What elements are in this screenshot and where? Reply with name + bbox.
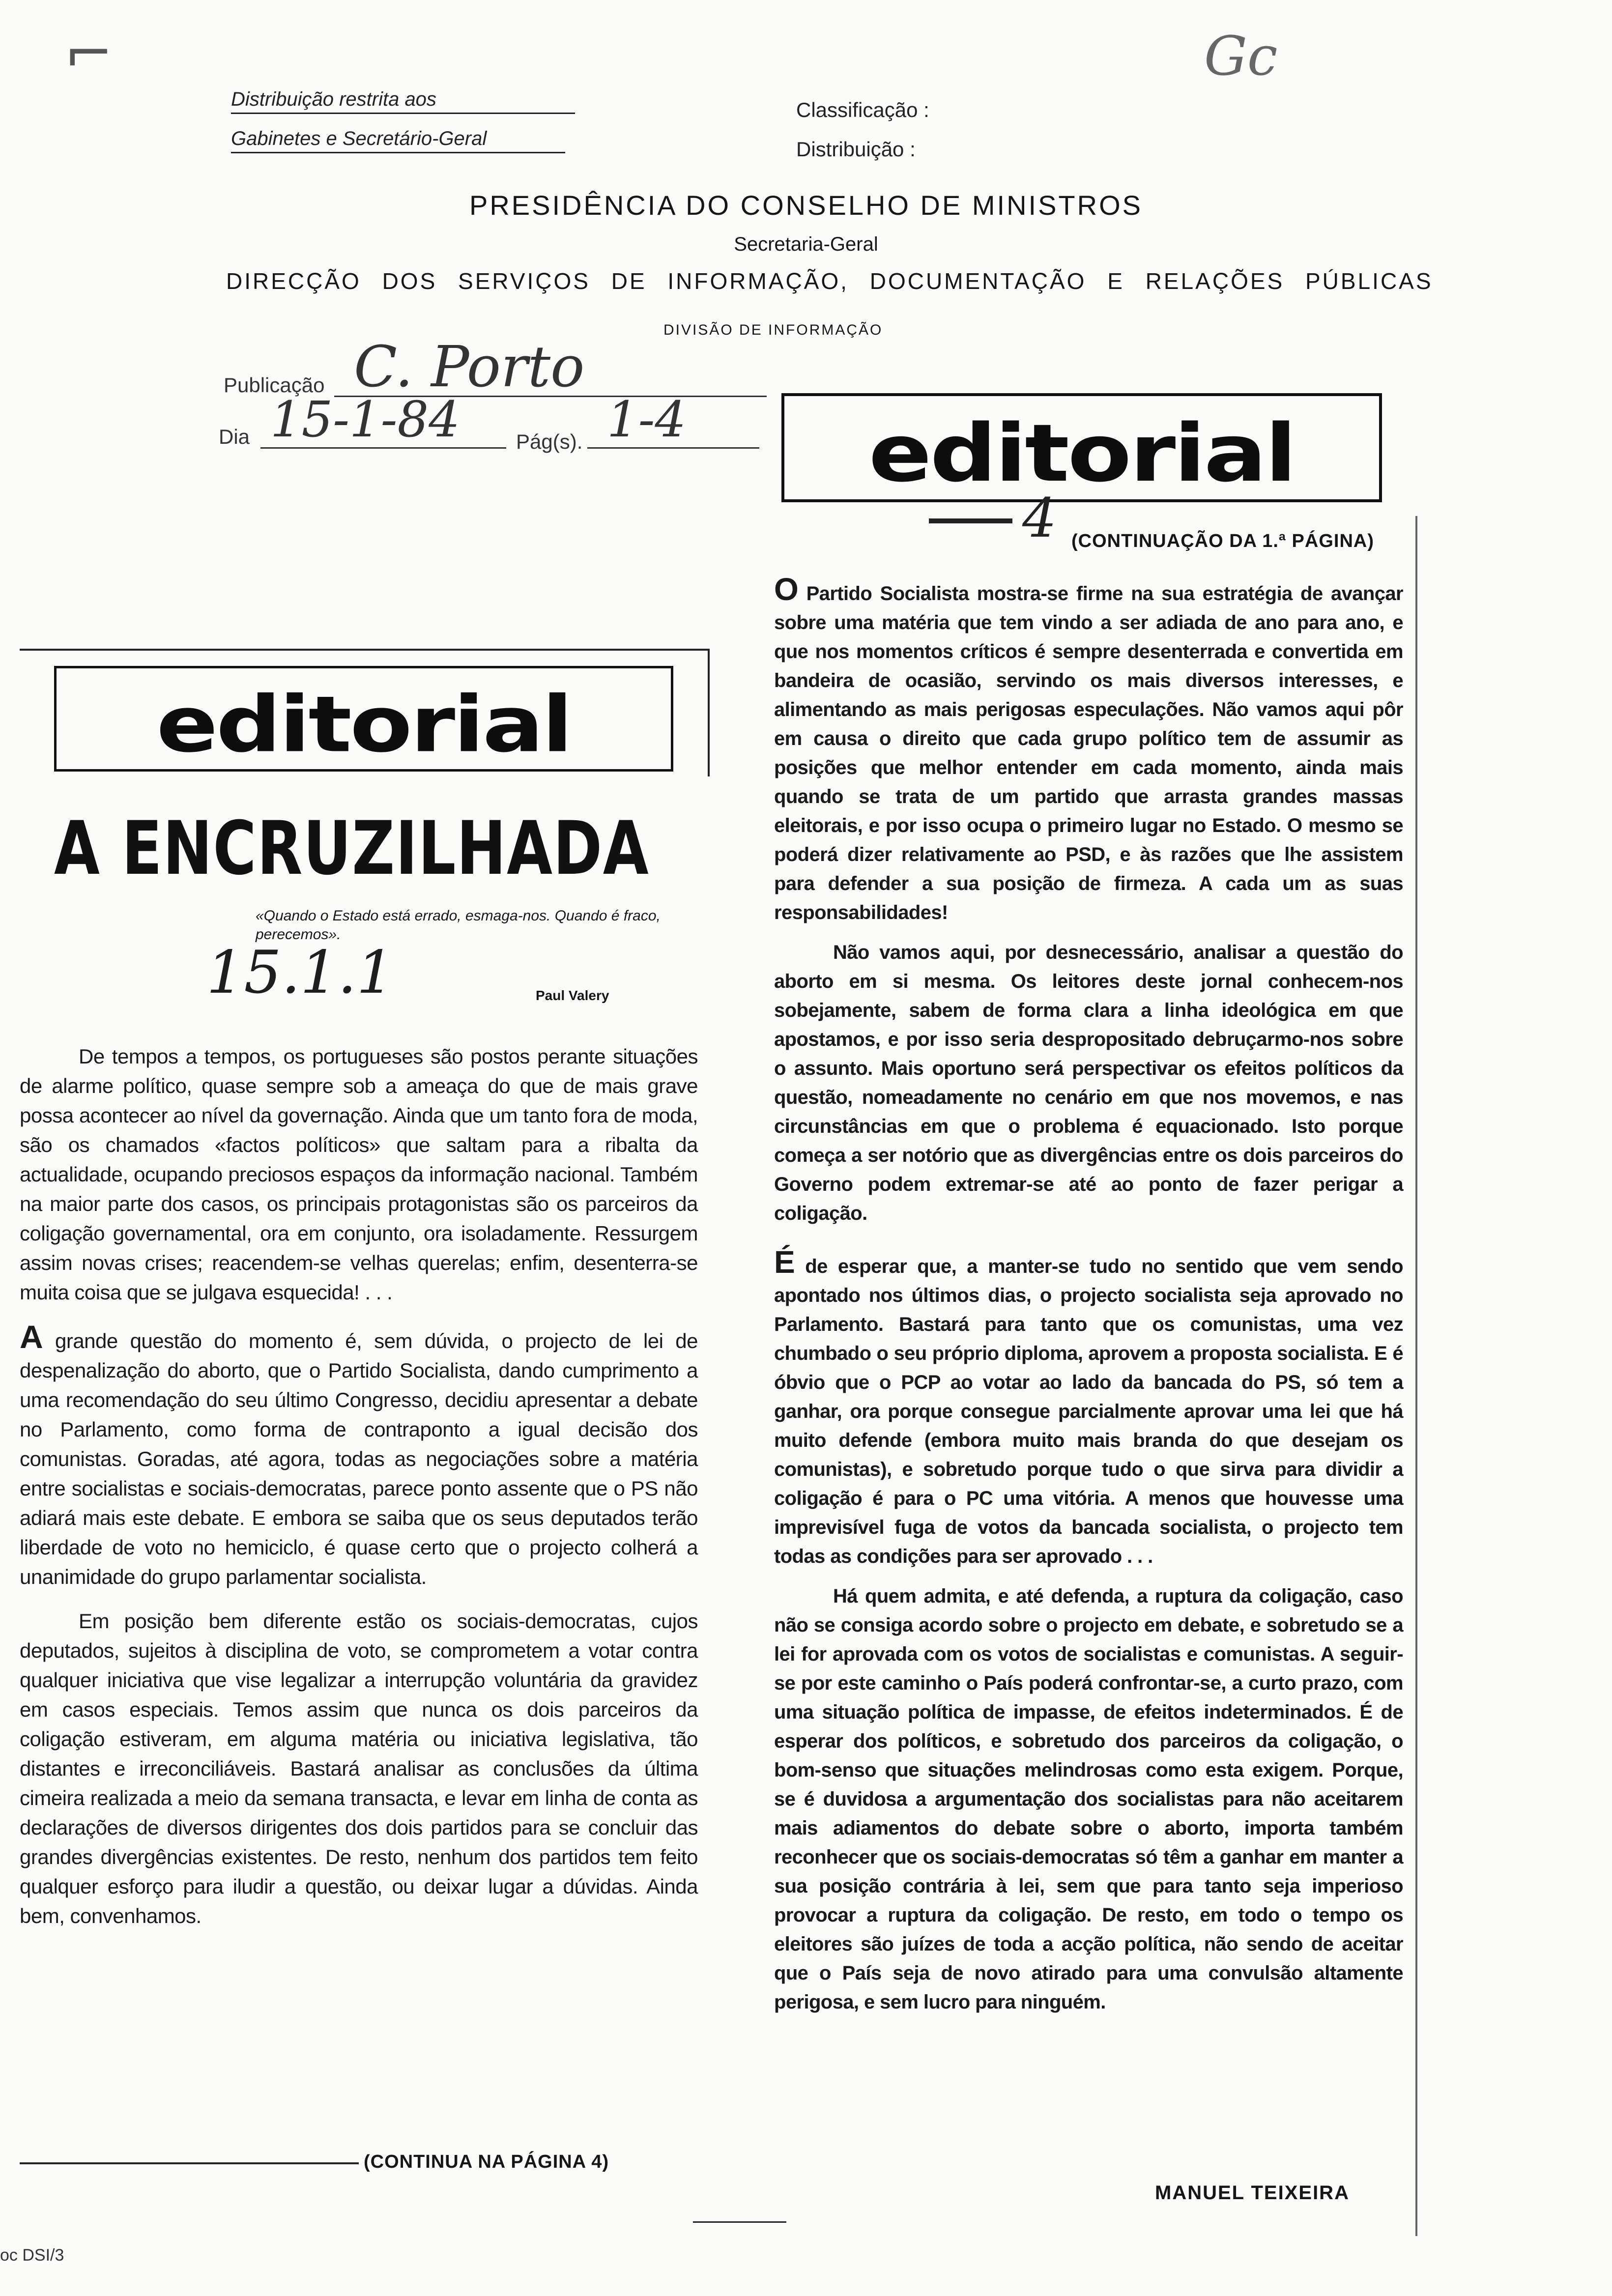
left-column-body bbox=[20, 1042, 698, 1946]
right-paragraph-1: O Partido Socialista mostra-se firme na sua estratégia de avançar sobre uma matéria que tem vindo a ser adiada de ano para ano, e que nos momentos críticos é sempre desenterrada e convertida em bandeira de ocasião, servindo os mais diversos interesses, e alimentando as mais perigosas especulações. Não vamos aqui pôr em causa o direito que cada grupo político tem de assumir as posições que melhor entender em cada momento, ainda mais quando se trata de um partido que arrasta grandes massas eleitorais, e por isso ocupa o primeiro lugar no Estado. O mesmo se poderá dizer relativamente ao PSD, e às razões que lhe assistem para defender a sua posição de firmeza. A cada um as suas responsabilidades! bbox=[774, 572, 1403, 923]
distribution-label: Distribuição : bbox=[796, 138, 916, 161]
right-paragraph-4: Há quem admita, e até defenda, a ruptura da coligação, caso não se consiga acordo sobre o projecto em debate, e sobretudo se a lei for aprovada com os votos de socialistas e comunistas. A seguir-se por este caminho o País poderá confrontar-se, a curto prazo, com uma situação política de impasse, de efeitos indeterminados. É de esperar dos políticos, e sobretudo dos parceiros da coligação, o bom-senso que situações melindrosas como esta exigem. Porque, se é duvidosa a argumentação dos socialistas para não aceitarem mais adiamentos do debate sobre o aborto, importa também reconhecer que os sociais-democratas só têm a ganhar em manter a sua posição contrária à lei, sem que para tanto seja imperioso provocar a ruptura da coligação. De resto, em todo o tempo os eleitores são juízes de toda a acção política, não sendo de aceitar que o País seja de novo atirado para uma convulsão altamente perigosa, e sem lucro para ninguém. bbox=[774, 1585, 1403, 2013]
publication-field bbox=[334, 334, 767, 400]
bottom-center-rule bbox=[693, 2221, 786, 2223]
left-paragraph-2: A grande questão do momento é, sem dúvida, o projecto de lei de despenalização do aborto, que o Partido Socialista, dando cumprimento a uma recomendação do seu último Congresso, decidiu apresentar a debate no Parlamento, como forma de contraponto a igual decisão dos comunistas. Goradas, até agora, todas as negociações sobre a matéria entre socialistas e sociais-democratas, parece ponto assente que o PS não adiará mais este debate. E embora se saiba que os seus deputados terão liberdade de voto no hemiciclo, é quase certo que o projecto colherá a unanimidade do grupo parlamentar socialista. bbox=[20, 1319, 698, 1588]
article-epigraph: «Quando o Estado está errado, esmaga-nos. Quando é fraco, perecemos». bbox=[256, 908, 661, 943]
right-column-body bbox=[774, 572, 1403, 2028]
pages-value: 1-4 bbox=[607, 391, 687, 448]
right-paragraph-2: Não vamos aqui, por desnecessário, analisar a questão do aborto em si mesma. Os leitores deste jornal conhecem-nos sobejamente, sabem de forma clara a linha ideológica em que apostamos, e por isso seria despropositado debruçarmo-nos sobre o assunto. Mais oportuno será perspectivar os efeitos políticos da questão, nomeadamente no cenário em que nos movemos, e nas circunstâncias em que o problema é equacionado. Isto porque começa a ser notório que as divergências entre os dois parceiros do Governo podem extremar-se até ao ponto de fazer perigar a coligação. bbox=[774, 942, 1403, 1224]
masthead-editorial-left bbox=[54, 666, 673, 772]
division-line: DIVISÃO DE INFORMAÇÃO bbox=[663, 322, 883, 338]
publication-label: Publicação bbox=[224, 373, 325, 397]
article-author: MANUEL TEIXEIRA bbox=[1155, 2182, 1350, 2204]
epigraph-author: Paul Valery bbox=[536, 988, 609, 1003]
distribution-restriction-line-1: Distribuição restrita aos bbox=[231, 88, 575, 114]
presidency-title: PRESIDÊNCIA DO CONSELHO DE MINISTROS bbox=[469, 190, 1143, 221]
continuation-handwritten-mark: 4 bbox=[1022, 487, 1057, 549]
right-paragraph-3: É de esperar que, a manter-se tudo no sentido que vem sendo apontado nos últimos dias, o projecto socialista seja aprovado no Parlamento. Bastará para tanto que os comunistas, uma vez chumbado o seu próprio diploma, aprovem a proposta socialista. E é óbvio que o PCP ao votar ao lado da bancada do PS, só tem a ganhar, ora porque consegue parcialmente aprovar uma lei que há muito defende (embora muito mais branda do que desejam os comunistas), e sobretudo porque tudo o que sirva para dividir a coligação é para o PC uma vitória. A menos que houvesse uma imprevisível fuga de votos da bancada socialista, o projecto tem todas as condições para ser aprovado . . . bbox=[774, 1244, 1403, 1567]
right-column-rule bbox=[1415, 516, 1417, 2236]
top-right-handwritten-mark: Gc bbox=[1204, 25, 1278, 87]
continues-rule bbox=[20, 2162, 359, 2164]
masthead-editorial-right bbox=[781, 393, 1382, 502]
day-value: 15-1-84 bbox=[270, 391, 460, 448]
masthead-editorial-left-word: editorial bbox=[156, 679, 571, 770]
continuation-dash bbox=[929, 518, 1012, 523]
left-column-top-rule bbox=[20, 649, 708, 651]
left-paragraph-3: Em posição bem diferente estão os sociais-democratas, cujos deputados, sujeitos à disciplina de voto, se comprometem a votar contra qualquer iniciativa que vise legalizar a interrupção voluntária da gravidez em casos especiais. Temos assim que nunca os dois parceiros da coligação estiveram, em alguma matéria ou iniciativa legislativa, tão distantes e irreconciliáveis. Bastará analisar as conclusões da última cimeira realizada a meio da semana transacta, e levar em linha de conta as declarações de diversos dirigentes dos dois partidos para se concluir das grandes divergências existentes. De resto, nenhum dos partidos tem feito qualquer esforço para iludir a questão, ou deixar lugar a dúvidas. Ainda bem, convenhamos. bbox=[20, 1609, 698, 1927]
classification-label: Classificação : bbox=[796, 98, 929, 121]
distribution-restriction-line-2: Gabinetes e Secretário-Geral bbox=[231, 128, 565, 153]
day-field bbox=[260, 393, 506, 449]
handwritten-date: 15.1.1 bbox=[206, 939, 394, 1007]
left-column-right-rule bbox=[708, 649, 710, 776]
footer-code: oc DSI/3 bbox=[0, 2246, 64, 2265]
corner-handwritten-mark: ⌐ bbox=[64, 20, 114, 88]
pages-field bbox=[587, 393, 759, 449]
day-label: Dia bbox=[219, 425, 250, 448]
publication-value: C. Porto bbox=[354, 334, 585, 400]
pages-label: Pág(s). bbox=[516, 430, 583, 453]
continuation-from-page-1: (CONTINUAÇÃO DA 1.ª PÁGINA) bbox=[1071, 531, 1374, 551]
secretariat-subtitle: Secretaria-Geral bbox=[734, 233, 878, 255]
continues-on-page-4: (CONTINUA NA PÁGINA 4) bbox=[364, 2152, 609, 2172]
directorate-line: DIRECÇÃO DOS SERVIÇOS DE INFORMAÇÃO, DOCUMENTAÇÃO E RELAÇÕES PÚBLICAS bbox=[226, 268, 1433, 294]
article-headline: A ENCRUZILHADA bbox=[54, 806, 650, 891]
masthead-editorial-right-word: editorial bbox=[868, 407, 1295, 500]
left-paragraph-1: De tempos a tempos, os portugueses são postos perante situações de alarme político, quase sempre sob a ameaça do que de mais grave possa acontecer ao nível da governação. Ainda que um tanto fora de moda, são os chamados «factos políticos» que saltam para a ribalta da actualidade, ocupando preciosos espaços da informação nacional. Também na maior parte dos casos, os principais protagonistas são os parceiros da coligação governamental, ora em conjunto, ora isoladamente. Ressurgem assim novas crises; reacendem-se velhas querelas; enfim, desenterra-se muita coisa que se julgava esquecida! . . . bbox=[20, 1045, 698, 1304]
